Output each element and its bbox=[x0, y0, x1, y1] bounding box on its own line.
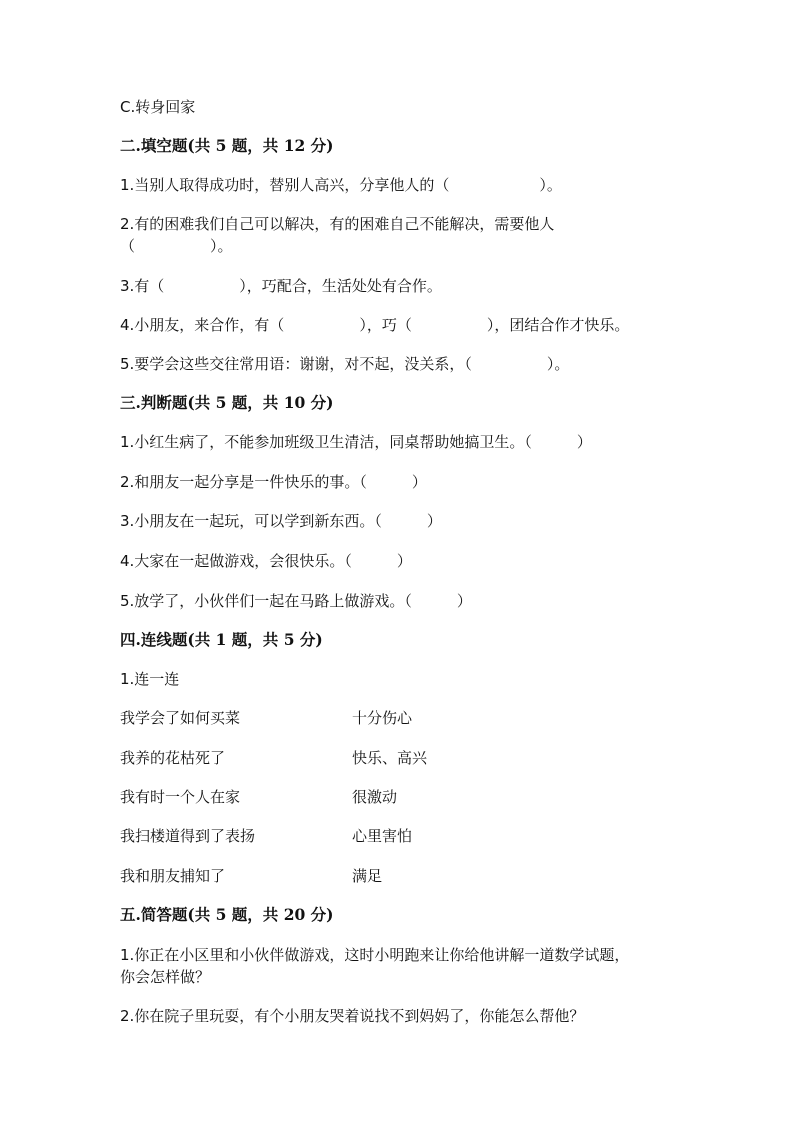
short-question-1-line2: 你会怎样做？ bbox=[120, 968, 211, 986]
match-right-item: 心里害怕 bbox=[352, 827, 413, 845]
short-answer-heading: 五.简答题(共 5 题，共 20 分) bbox=[120, 905, 334, 924]
fill-question-5: 5.要学会这些交往常用语：谢谢，对不起，没关系，（ ）。 bbox=[120, 355, 570, 373]
fill-question-2-line1: 2.有的困难我们自己可以解决，有的困难自己不能解决，需要他人 bbox=[120, 215, 555, 233]
match-heading: 四.连线题(共 1 题，共 5 分) bbox=[120, 630, 323, 649]
match-question-1: 1.连一连 bbox=[120, 670, 180, 688]
fill-question-1: 1.当别人取得成功时，替别人高兴，分享他人的（ ）。 bbox=[120, 176, 562, 194]
match-left-item: 我扫楼道得到了表扬 bbox=[120, 827, 256, 845]
judge-question-3: 3.小朋友在一起玩，可以学到新东西。（ ） bbox=[120, 512, 442, 530]
match-right-item: 满足 bbox=[352, 867, 383, 885]
fill-blank-heading: 二.填空题(共 5 题，共 12 分) bbox=[120, 136, 334, 155]
match-left-item: 我和朋友捕知了 bbox=[120, 867, 226, 885]
match-right-item: 快乐、高兴 bbox=[352, 749, 428, 767]
match-right-item: 很激动 bbox=[352, 788, 398, 806]
judge-question-2: 2.和朋友一起分享是一件快乐的事。（ ） bbox=[120, 473, 427, 491]
judge-question-1: 1.小红生病了，不能参加班级卫生清洁，同桌帮助她搞卫生。（ ） bbox=[120, 433, 592, 451]
match-left-item: 我养的花枯死了 bbox=[120, 749, 226, 767]
judge-heading: 三.判断题(共 5 题，共 10 分) bbox=[120, 393, 334, 412]
match-right-item: 十分伤心 bbox=[352, 709, 413, 727]
short-question-1-line1: 1.你正在小区里和小伙伴做游戏，这时小明跑来让你给他讲解一道数学试题， bbox=[120, 946, 630, 964]
fill-question-4: 4.小朋友，来合作，有（ ），巧（ ），团结合作才快乐。 bbox=[120, 316, 630, 334]
judge-question-5: 5.放学了，小伙伴们一起在马路上做游戏。（ ） bbox=[120, 592, 472, 610]
match-left-item: 我有时一个人在家 bbox=[120, 788, 241, 806]
fill-question-3: 3.有（ ），巧配合，生活处处有合作。 bbox=[120, 277, 442, 295]
option-c: C.转身回家 bbox=[120, 98, 196, 116]
short-question-2: 2.你在院子里玩耍，有个小朋友哭着说找不到妈妈了，你能怎么帮他？ bbox=[120, 1007, 585, 1025]
judge-question-4: 4.大家在一起做游戏，会很快乐。（ ） bbox=[120, 552, 412, 570]
match-left-item: 我学会了如何买菜 bbox=[120, 709, 241, 727]
fill-question-2-line2: （ ）。 bbox=[120, 237, 233, 255]
